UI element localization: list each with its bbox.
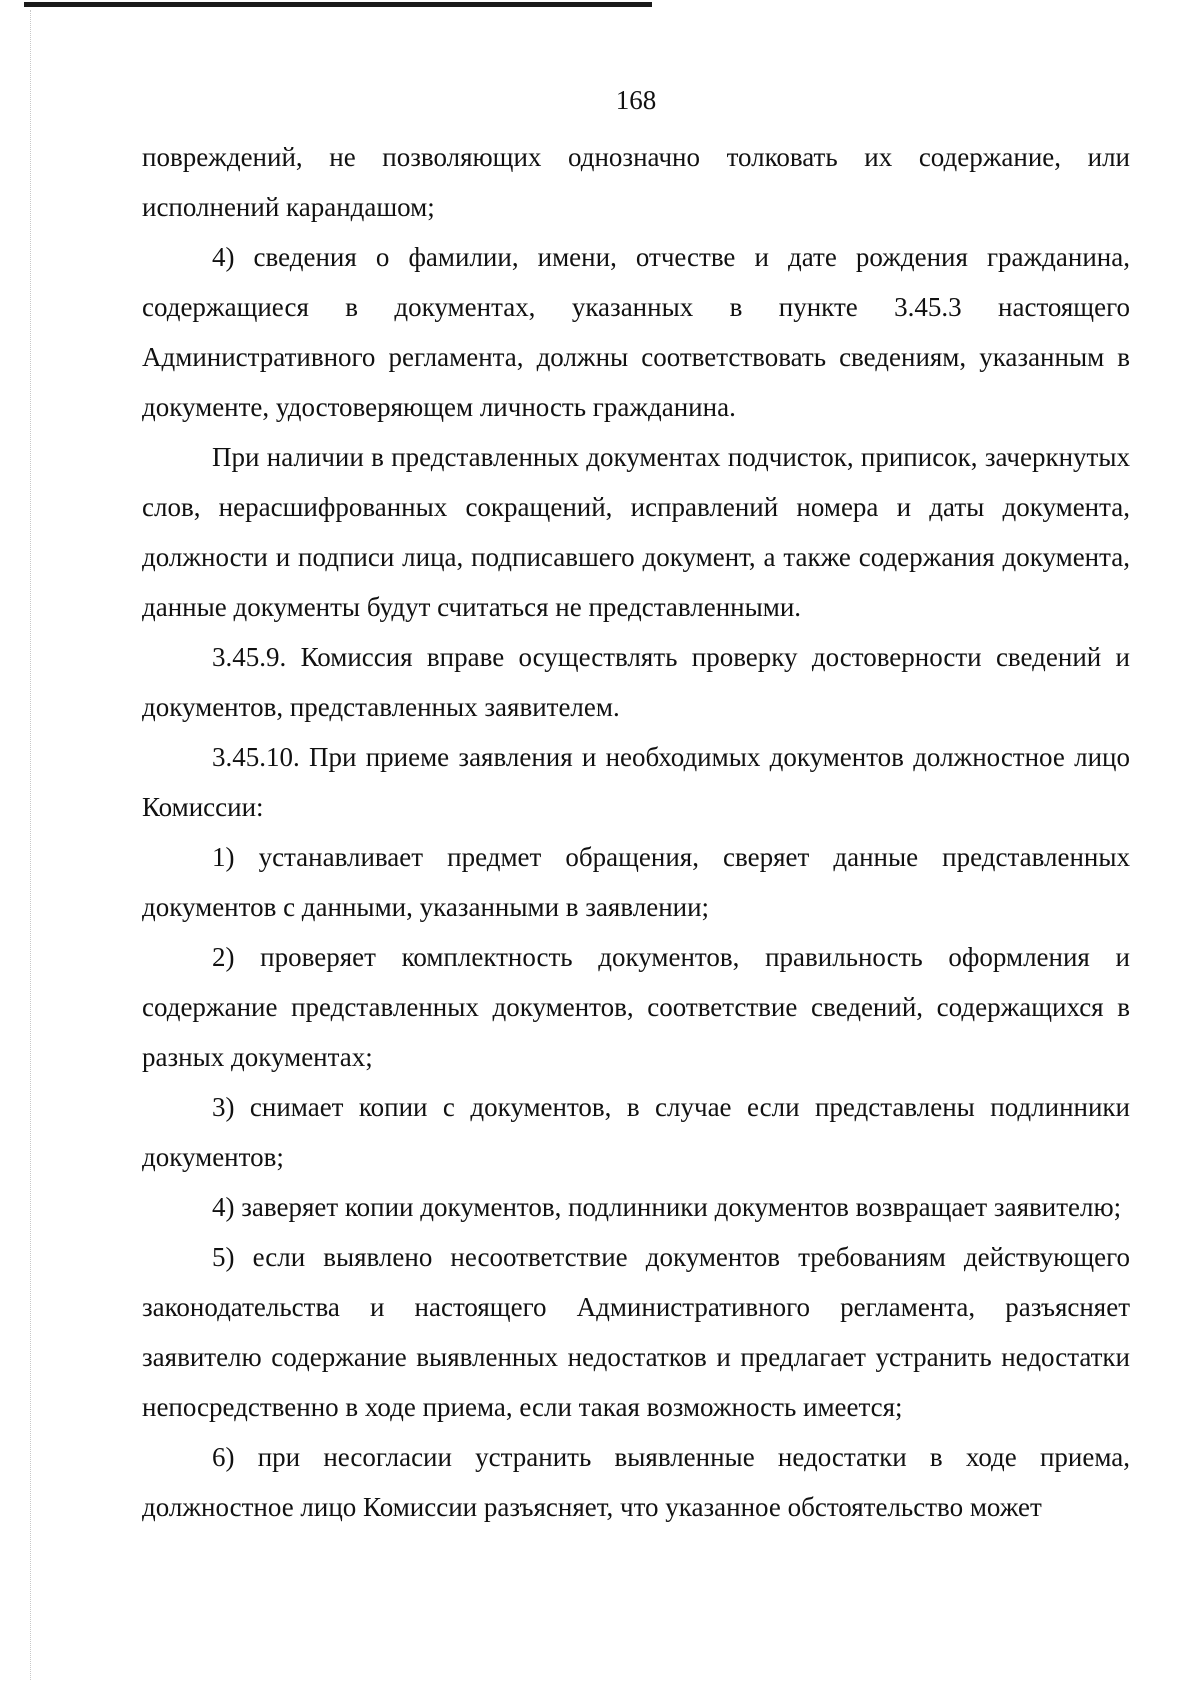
scan-left-edge — [30, 10, 32, 1680]
paragraph-list-item-4: 4) заверяет копии документов, подлинники документов возвращает заявителю; — [212, 1192, 1122, 1222]
page-number: 168 — [615, 85, 657, 115]
paragraph-list-item-3: 3) снимает копии с документов, в случае если представлены подлинники документов; — [142, 1092, 1130, 1172]
paragraph-corrections-rule: При наличии в представленных документах подчисток, приписок, зачеркнутых слов, нерасшифрованных сокращений, исправлений номера и даты документа, должности и подписи лица, подписавшего документ, а также содержания документа, данные документы будут считаться не представленными. — [142, 442, 1130, 622]
paragraph-list-item-6: 6) при несогласии устранить выявленные недостатки в ходе приема, должностное лицо Комиссии разъясняет, что указанное обстоятельство может — [142, 1442, 1130, 1522]
paragraph-list-item-2: 2) проверяет комплектность документов, правильность оформления и содержание представленных документов, соответствие сведений, содержащихся в разных документах; — [142, 942, 1130, 1072]
paragraph-continuation: повреждений, не позволяющих однозначно толковать их содержание, или исполнений карандашом; — [142, 142, 1130, 222]
scan-top-rule — [24, 2, 652, 7]
paragraph-list-item-5: 5) если выявлено несоответствие документов требованиям действующего законодательства и настоящего Административного регламента, разъясняет заявителю содержание выявленных недостатков и предлагает устранить недостатки непосредственно в ходе приема, если такая возможность имеется; — [142, 1242, 1130, 1422]
document-page — [142, 78, 1130, 1532]
paragraph-list-item-1: 1) устанавливает предмет обращения, сверяет данные представленных документов с данными, указанными в заявлении; — [142, 842, 1130, 922]
paragraph-3-45-10: 3.45.10. При приеме заявления и необходимых документов должностное лицо Комиссии: — [142, 742, 1130, 822]
paragraph-item-4-personal-data: 4) сведения о фамилии, имени, отчестве и дате рождения гражданина, содержащиеся в документах, указанных в пункте 3.45.3 настоящего Административного регламента, должны соответствовать сведениям, указанным в документе, удостоверяющем личность гражданина. — [142, 242, 1130, 422]
paragraph-3-45-9: 3.45.9. Комиссия вправе осуществлять проверку достоверности сведений и документов, представленных заявителем. — [142, 642, 1130, 722]
